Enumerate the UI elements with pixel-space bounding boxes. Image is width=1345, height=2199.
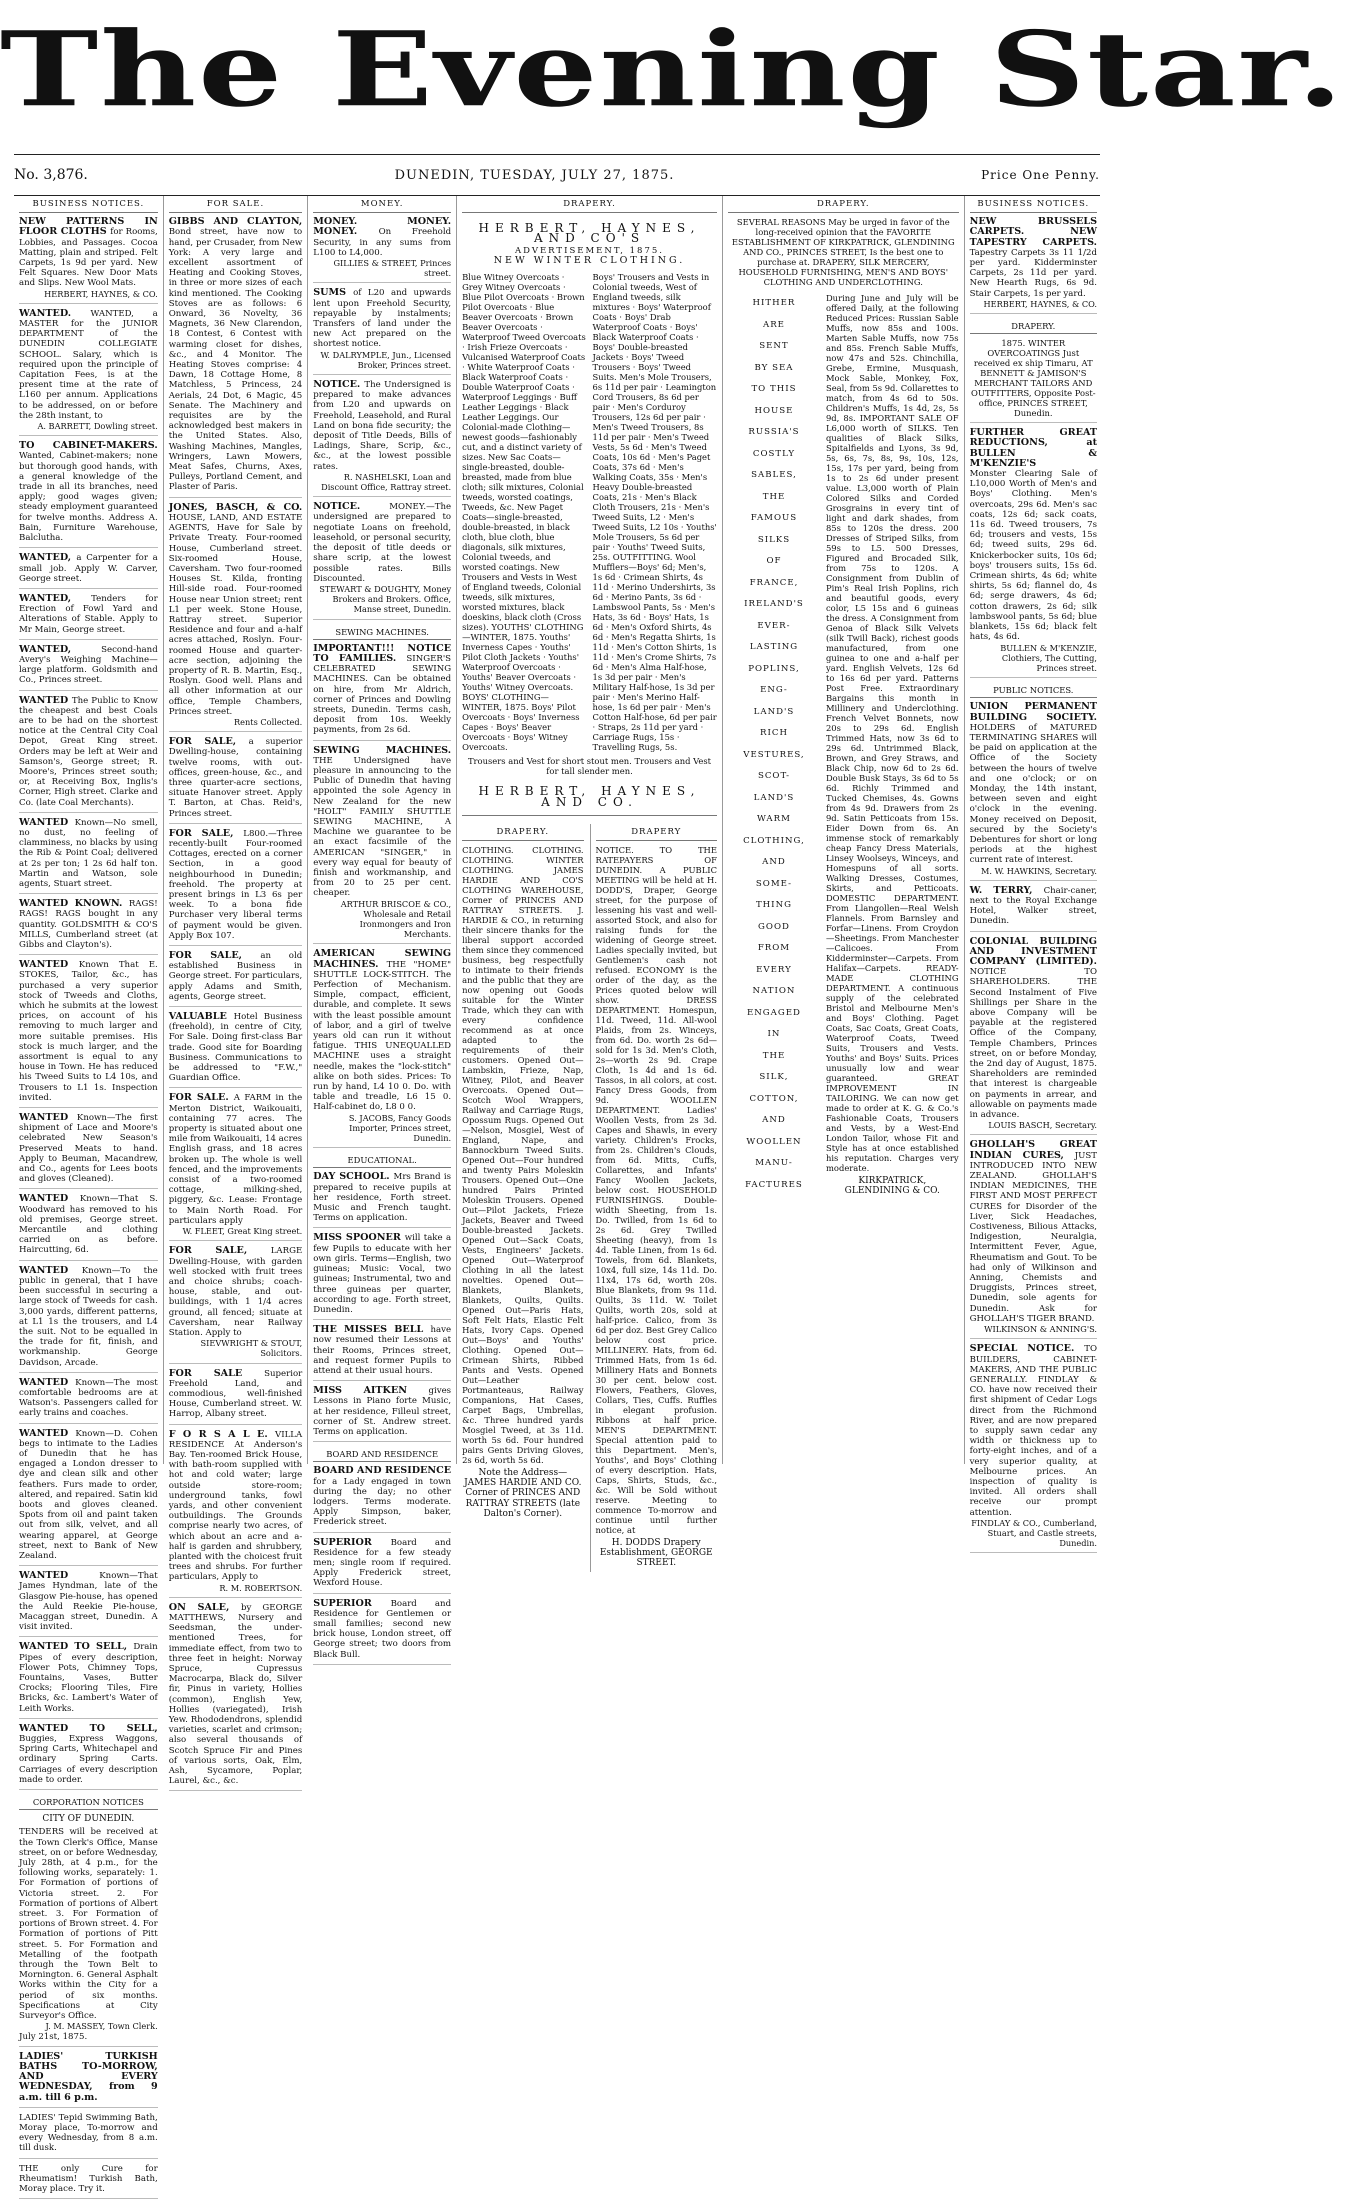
ad-subtitle: NEW WINTER CLOTHING.: [493, 254, 686, 266]
ad-body: Known That E. STOKES, Tailor, &c., has purchased a very superior stock of Tweeds and Cloths, which he submits at the lowest prices, on account of his removing to much larger and more suitable premises. His stock is much larger, and the assortment is equal to any house in Town. He has reduced his Tweed Suits to L4 10s, and Trousers to L1 1s. Inspection invited.: [19, 960, 158, 1103]
notice: [19, 1827, 158, 2046]
advertisement: [169, 1369, 303, 1425]
ad-body: Tenders for Erection of Fowl Yard and Alterations of Stable. Apply to Mr Main, George street.: [19, 593, 158, 635]
advertisement: [19, 441, 158, 548]
ad-body: THE Undersigned have pleasure in announcing to the Public of Dunedin that having appointed the sole Agency in New Zealand for the new "HOLT" FAMILY SHUTTLE SEWING MACHINE, A Machine we guarantee to be an exact facsimile of the AMERICAN "SINGER," in every way equal for beauty of finish and workmanship, and from 20 to 25 per cent. cheaper.: [313, 755, 452, 899]
ad-signature: WILKINSON & ANNING'S.: [984, 1324, 1098, 1335]
slogan-word: WARM: [757, 814, 791, 825]
ad-body: Known—That James Hyndman, late of the Glasgow Pie-house, has opened the Auld Reekie Pie-house, Macaggan street, Dunedin. A visit invited.: [19, 1571, 158, 1633]
ad-lead: VALUABLE: [168, 1011, 234, 1023]
ad-body: for a Lady engaged in town during the day; no other lodgers. Terms moderate. Apply Simpson, baker, Frederick street.: [313, 1476, 452, 1528]
column-business-notices-right: [965, 196, 1102, 1549]
slogan-word: POPLINS,: [748, 663, 800, 674]
advertisement: [19, 1429, 158, 1567]
vertical-slogan: [728, 293, 820, 1199]
ad-lead: WANTED TO SELL,: [19, 1722, 158, 1734]
slogan-word: NATION: [752, 986, 796, 997]
slogan-word: AND: [762, 857, 786, 868]
advertisement: [19, 696, 158, 813]
ad-body: A FARM in the Merton District, Waikouaiti, containing 77 acres. The property is situated about one mile from Waikouaiti, 14 acres English grass, and 18 acres broken up. The whole is well fenced, and the improvements consist of a two-roomed cottage, milking-shed, piggery, &c. Lease: Frontage to Main North Road. For particulars apply: [168, 1093, 303, 1226]
ad-body: THE "HOME" SHUTTLE LOCK-STITCH. The Perfection of Mechanism. Simple, compact, efficient, durable, and complete. It sews with the least possible amount of labor, and a girl of twelve years old can run it without fatigue. THIS UNEQUALLED MACHINE uses a straight needle, makes the "lock-stitch" alike on both sides. Prices: To run by hand, L4 10 0. Do. with table and treadle, L6 15 0. Half-cabinet do, L8 0 0.: [313, 959, 452, 1113]
notice: [19, 2052, 158, 2108]
advertisement: [169, 1093, 303, 1241]
ad-body: have now resumed their Lessons at their Rooms, Princes street, and request former Pupils to attend at their usual hours.: [313, 1325, 452, 1376]
slogan-word: OF: [766, 556, 782, 567]
advertisement: [169, 829, 303, 946]
ad-list: [313, 1172, 451, 1442]
section-heading: SEWING MACHINES.: [313, 625, 451, 640]
ad-body: HOUSE, LAND, AND ESTATE AGENTS, Have for Sale by Private Treaty. Four-roomed House, Cumberland street. Six-roomed House, Caversham. Two four-roomed Houses St. Kilda, fronting Hill-side road. Four-roomed House near Union street; rent L1 per week. Stone House, Rattray street. Superior Residence and four and a-half acres attached, Roslyn. Four-roomed House and quarter-acre section, adjoining the property of R. B. Martin, Esq., Roslyn. Good well. Plans and all other information at our office, Temple Chambers, Princes street.: [168, 512, 303, 717]
ad-signature: M. W. HAWKINS, Secretary.: [981, 865, 1098, 876]
slogan-word: MANU-: [755, 1158, 793, 1169]
section-heading: PUBLIC NOTICES.: [970, 683, 1097, 698]
ad-signature: STEWART & DOUGHTY, Money Brokers and Brokers. Office, Manse street, Dunedin.: [319, 583, 452, 615]
bullen-ad: [970, 428, 1097, 678]
columns: [14, 196, 1102, 2194]
column-money: [308, 196, 457, 1660]
ad-lead: SPECIAL NOTICE.: [969, 1343, 1085, 1355]
advertisement: [169, 737, 303, 824]
clothing-list-left: Blue Witney Overcoats · Grey Witney Overcoats · Blue Pilot Overcoats · Brown Pilot Overcoats · Blue Beaver Overcoats · Brown Beaver Overcoats · Waterproof Tweed Overcoats · Irish Frieze Overcoats · Vulcanised Waterproof Coats · White Waterproof Coats · Black Waterproof Coats · Double Waterproof Coats · Waterproof Leggings · Buff Leather Leggings · Black Leather Leggings. Our Colonial-made Clothing—newest goods—fashionably cut, and a distinct variety of sizes. New Sac Coats—single-breasted, double-breasted, made from blue cloth; silk mixtures, Colonial tweeds, worsted coatings, Tweeds, &c. New Paget Coats—single-breasted, double-breasted, in black cloth, blue cloth, blue diagonals, silk mixtures, Colonial tweeds, and worsted coatings. New Trousers and Vests in West of England tweeds, Colonial tweeds, silk mixtures, worsted mixtures, black doeskins, black cloth (Cross sizes). YOUTHS' CLOTHING—WINTER, 1875. Youths' Inverness Capes · Youths' Pilot Cloth Jackets · Youths' Waterproof Overcoats · Youths' Beaver Overcoats · Youths' Witney Overcoats. BOYS' CLOTHING—WINTER, 1875. Boys' Pilot Overcoats · Boys' Inverness Capes · Boys' Beaver Overcoats · Boys' Witney Overcoats.: [462, 272, 586, 753]
slogan-word: FACTURES: [745, 1179, 803, 1190]
notice: [19, 2164, 158, 2199]
ad-lead: FOR SALE: [168, 1367, 265, 1379]
section-heading: BUSINESS NOTICES.: [19, 196, 158, 213]
advertisement: [313, 380, 451, 497]
ad-body: of L20 and upwards lent upon Freehold Security, repayable by instalments; Transfers of land under the new Act prepared on the shortest notice.: [313, 288, 452, 350]
advertiser-name: HERBERT, HAYNES, AND CO'S: [478, 221, 701, 246]
ad-body: Known—That S. Woodward has removed to his old premises, George street. Mercantile and clothing carried on as before. Haircutting, 6d.: [19, 1194, 158, 1256]
ad-list: [313, 217, 451, 619]
slogan-word: FROM: [757, 943, 791, 954]
advertisement: [970, 1140, 1097, 1339]
advertisement: [970, 1344, 1097, 1553]
ad-body: Bond street, have now to hand, per Crusader, from New York: A very large and excellent assortment of Heating and Cooking Stoves, in three or more sizes of each kind mentioned. The Cooking Stoves are as follows: 6 Onward, 36 Novelty, 36 Magnets, 36 New Clarendon, 18 Contest, 6 Contest with warming closet for dishes, &c., and 4 Monitor. The Heating Stoves comprise: 4 Dawn, 18 Cottage Home, 8 Matchless, 5 Princess, 24 Aerials, 24 Dot, 6 Magic, 45 Senate. The Machinery and requisites are by the acknowledged best makers in the United States. Also, Washing Machines, Mangles, Wringers, Lawn Mowers, Meat Safes, Churns, Axes, Pulleys, Portland Cement, and Plaster of Paris.: [168, 227, 303, 493]
advertisement: [169, 951, 303, 1007]
ad-body: NOTICE. TO THE RATEPAYERS OF DUNEDIN. A PUBLIC MEETING will be held at H. DODD'S, Draper, George street, for the purpose of lessening his vast and well-assorted Stock, and also for raising funds for the widening of George street. Ladies specially invited, but Gentlemen's cash not refused. ECONOMY is the order of the day, as the Prices quoted below will show. DRESS DEPARTMENT. Homespun, 11d. Tweed, 11d. All-wool Plaids, from 2s. Winceys, from 6d. Do. worth 2s 6d—sold for 1s 3d. Men's Cloth, 2s—worth 2s 9d. Crape Cloth, 1s 4d and 1s 6d. Tassos, in all colors, at cost. Fancy Dress Goods, from 9d. WOOLLEN DEPARTMENT. Ladies' Woollen Vests, from 2s 3d. Capes and Shawls, in every variety. Children's Frocks, from 2s. Children's Clouds, from 6d. Mitts, Cuffs, Collarettes, and Infants' Fancy Woollen Jackets, below cost. HOUSEHOLD FURNISHINGS. Double-width Sheeting, from 1s. Do. Twilled, from 1s 6d to 2s 6d. Grey Twilled Sheeting (heavy), from 1s 4d. Table Linen, from 1s 6d. Towels, from 6d. Blankets, 10x4, full size, 14s 11d. Do. 11x4, 17s 6d, worth 20s. Blue Blankets, from 9s 11d. Quilts, 3s 11d. W. Toilet Quilts, worth 20s, sold at half-price. Calico, from 3s 6d per doz. Best Grey Calico below cost price. MILLINERY. Hats, from 6d. Trimmed Hats, from 1s 6d. Millinery Hats and Bonnets 30 per cent. below cost. Flowers, Feathers, Gloves, Collars, Ties, Cuffs. Ruffles in elegant profusion. Ribbons at half price. MEN'S DEPARTMENT. Special attention paid to this Department. Men's, Youths', and Boys' Clothing of every description. Hats, Caps, Shirts, Studs, &c., &c. Will be Sold without reserve. Meeting to commence To-morrow and continue until further notice, at: [595, 845, 717, 1536]
slogan-word: SABLES,: [751, 470, 797, 481]
ad-body: RAGS! RAGS! RAGS bought in any quantity. GOLDSMITH & CO'S MILLS, Cumberland street (at Gibbs and Clayton's).: [19, 899, 158, 950]
slogan-word: TO THIS: [751, 384, 797, 395]
ad-lead: DAY SCHOOL.: [313, 1171, 394, 1183]
advertisement: [169, 1430, 303, 1598]
advertisement: [313, 644, 451, 741]
ad-list: [19, 217, 158, 1790]
ad-closing: KIRKPATRICK, GLENDINING & CO.: [844, 1176, 940, 1197]
ad-body: Board and Residence for a few steady men; single room if required. Apply Frederick street, Wexford House.: [313, 1537, 452, 1589]
ad-body: THE only Cure for Rheumatism! Turkish Bath, Moray place. Try it.: [19, 2163, 158, 2194]
ad-body: Buggies, Express Waggons, Spring Carts, Whitechapel and ordinary Spring Carts. Carriages of every description made to order.: [19, 1734, 158, 1785]
advertisement: [313, 1172, 451, 1228]
ad-lead: NOTICE.: [313, 379, 365, 391]
advertisement: [169, 1246, 303, 1363]
issue-number: No. 3,876.: [14, 167, 88, 183]
ad-body: Tapestry Carpets 3s 11 1/2d per yard. Kidderminster Carpets, 2s 11d per yard. New Hearth Rugs, 6s 9d. Stair Carpets, 1s per yard.: [969, 247, 1098, 299]
ad-list: [313, 644, 451, 1149]
ad-signature: R. M. ROBERTSON.: [219, 1582, 303, 1593]
slogan-word: ENG-: [760, 685, 788, 696]
slogan-word: BY SEA: [754, 362, 794, 373]
ad-lead: MONEY. MONEY. MONEY.: [313, 216, 452, 238]
section-heading: DRAPERY: [596, 824, 717, 841]
ad-signature: BULLEN & M'KENZIE, Clothiers, The Cutting, Princes street.: [1000, 642, 1098, 673]
ad-lead: FOR SALE,: [168, 950, 261, 962]
ad-lead: WANTED: [19, 1376, 76, 1388]
ad-closing: Note the Address— JAMES HARDIE AND CO. Corner of PRINCES AND RATTRAY STREETS (late Dalton's Corner).: [464, 1468, 582, 1519]
section-heading: DRAPERY.: [970, 319, 1097, 334]
ad-signature: HERBERT, HAYNES, & CO.: [44, 288, 158, 299]
notice-title: CITY OF DUNEDIN.: [42, 1814, 135, 1825]
clothing-lists: [462, 272, 717, 752]
advertisement: [970, 702, 1097, 880]
slogan-word: VESTURES,: [743, 749, 805, 760]
ad-body: Mrs Brand is prepared to receive pupils at her residence, Forth street. Music and French taught. Terms on application.: [313, 1172, 452, 1224]
ad-lead: THE MISSES BELL: [313, 1324, 431, 1336]
ad-body: Drain Pipes of every description, Flower Pots, Chimney Tops, Fountains, Vases, Butter Crocks; Flooring Tiles, Fire Bricks, &c. Lambert's Water of Leith Works.: [19, 1642, 158, 1714]
advertisement: [313, 1466, 451, 1532]
ad-body: HOLDERS of MATURED TERMINATING SHARES will be paid on application at the Office of the Society between the hours of twelve and one o'clock; or on Monday, the 14th instant, between seven and eight o'clock in the evening. Money received on Deposit, secured by the Society's Debentures for short or long periods at the highest current rate of interest.: [969, 722, 1098, 866]
slogan-word: GOOD: [758, 921, 790, 932]
ad-lead: SUPERIOR: [313, 1536, 391, 1548]
advertisement: [313, 1538, 451, 1594]
ad-lead: WANTED.: [19, 307, 91, 319]
ad-lead: UNION PERMANENT BUILDING SOCIETY.: [969, 701, 1098, 723]
masthead: [0, 0, 1345, 150]
newspaper-title: The Evening Star.: [0, 9, 1345, 131]
advertisement: [19, 818, 158, 894]
ad-body: will take a few Pupils to educate with her own girls. Terms—English, two guineas; Music: Vocal, two guineas; Instrumental, two and three guineas per quarter, according to age. Forth street, Dunedin.: [313, 1233, 452, 1315]
section-heading: EDUCATIONAL.: [313, 1153, 451, 1168]
slogan-word: THE: [762, 491, 786, 502]
ad-body: NOTICE TO SHAREHOLDERS. THE Second Instalment of Five Shillings per Share in the above Company will be payable at the registered Office of the Company, Temple Chambers, Princes street, on or before Monday, the 2nd day of August, 1875. Shareholders are reminded that interest is chargeable on payments in arrear, and allowable on payments made in advance.: [969, 967, 1098, 1121]
ad-signature: ARTHUR BRISCOE & CO., Wholesale and Retail Ironmongers and Iron Merchants.: [340, 898, 452, 940]
ad-body: Wanted, Cabinet-makers; none but thorough good hands, with a general knowledge of the trade in all its branches, need apply; good wages given; steady employment guaranteed for twelve months. Address A. Bain, Furniture Warehouse, Balclutha.: [19, 451, 158, 544]
ad-lead: AMERICAN SEWING MACHINES.: [313, 948, 452, 970]
advertisement: [313, 1233, 451, 1320]
slogan-word: RUSSIA'S: [748, 427, 800, 438]
ad-body: Chair-caner, next to the Royal Exchange Hotel, Walker street, Dunedin.: [969, 885, 1098, 927]
advertisement: [19, 899, 158, 955]
ad-lead: NEW PATTERNS IN FLOOR CLOTHS: [19, 216, 158, 238]
advertisement: [19, 1194, 158, 1260]
ad-body: LADIES' TURKISH BATHS TO-MORROW, AND EVERY WEDNESDAY, from 9 a.m. till 6 p.m.: [19, 2050, 158, 2103]
ad-body: 1875. WINTER OVERCOATINGS Just received ex ship Timaru, AT BENNETT & JAMISON'S MERCHANT TAILORS AND OUTFITTERS, Opposite Post-office, PRINCES STREET, Dunedin.: [970, 338, 1097, 423]
ad-lead: WANTED: [19, 1264, 82, 1276]
advertisement: [169, 1012, 303, 1088]
ad-body: Known—The most comfortable bedrooms are at Watson's. Passengers called for early trains and coaches.: [19, 1377, 158, 1419]
ad-lead: SEWING MACHINES.: [313, 744, 452, 756]
drapery-subcolumns: [462, 824, 717, 1572]
ad-lead: WANTED: [19, 959, 79, 971]
ad-list: [169, 217, 303, 1791]
advertisement: [313, 502, 451, 619]
ad-signature: A. BARRETT, Dowling street.: [37, 421, 158, 432]
ad-lead: WANTED TO SELL,: [19, 1641, 134, 1653]
ad-lead: IMPORTANT!!! NOTICE TO FAMILIES.: [313, 642, 452, 664]
ad-lead: WANTED,: [19, 592, 92, 604]
ad-signature: FINDLAY & CO., Cumberland, Stuart, and Castle streets, Dunedin.: [971, 1517, 1098, 1549]
ad-body: Superior Freehold Land, and commodious, well-finished House, Cumberland street. W. Harrop, Albany street.: [168, 1368, 303, 1420]
ad-body: Board and Residence for Gentlemen or small families; second new brick house, London street, off George street; two doors from Black Bull.: [313, 1598, 452, 1660]
advertisement: [19, 1642, 158, 1718]
slogan-word: THE: [762, 1050, 786, 1061]
advertisement: [970, 937, 1097, 1136]
ad-lead: FURTHER GREAT REDUCTIONS, at BULLEN & M'KENZIE'S: [969, 427, 1098, 469]
ad-lead: WANTED: [19, 1112, 77, 1124]
ad-lead: GHOLLAH'S GREAT INDIAN CURES,: [969, 1139, 1098, 1161]
ad-signature: W. DALRYMPLE, Jun., Licensed Broker, Princes street.: [320, 349, 452, 370]
issue-date: DUNEDIN, TUESDAY, JULY 27, 1875.: [394, 167, 675, 183]
ad-footer: Trousers and Vest for short stout men. Trousers and Vest for tall slender men.: [467, 756, 712, 777]
kirkpatrick-ad: [728, 293, 959, 1199]
ad-list: [313, 1466, 451, 1664]
ad-list: [970, 702, 1097, 1553]
ad-body: MONEY.—The undersigned are prepared to negotiate Loans on freehold, leasehold, or personal security, the deposit of title deeds or share scrip, at the lowest possible rates. Bills Discounted.: [313, 502, 452, 584]
ad-lead: WANTED: [19, 1570, 100, 1582]
slogan-word: IRELAND'S: [744, 599, 804, 610]
price-list: [826, 293, 959, 1199]
subcolumn-dodds: [590, 824, 717, 1572]
section-heading: DRAPERY.: [728, 196, 959, 213]
advertisement: [19, 309, 158, 436]
ad-lead: JONES, BASCH, & CO.: [168, 501, 303, 513]
advertisement: [313, 217, 451, 283]
section-heading: BUSINESS NOTICES.: [970, 196, 1097, 213]
advertisement: [970, 217, 1097, 314]
slogan-words: [728, 293, 820, 1196]
slogan-word: ENGAGED: [747, 1007, 801, 1018]
advertisement: [169, 1603, 303, 1792]
clothing-list-right: Boys' Trousers and Vests in Colonial tweeds, West of England tweeds, silk mixtures · Boys' Waterproof Coats · Boys' Drab Waterproof Coats · Boys' Black Waterproof Coats · Boys' Double-breasted Jackets · Boys' Tweed Trousers · Boys' Tweed Suits. Men's Mole Trousers, 6s 11d per pair · Leamington Cord Trousers, 8s 6d per pair · Men's Corduroy Trousers, 12s 6d per pair · Men's Tweed Trousers, 8s 11d per pair · Men's Tweed Vests, 5s 6d · Men's Tweed Coats, 10s 6d · Men's Paget Coats, 37s 6d · Men's Walking Coats, 35s · Men's Heavy Double-breasted Coats, 21s · Men's Black Cloth Trousers, 21s · Men's Tweed Suits, L2 · Men's Tweed Suits, L2 10s · Youths' Mole Trousers, 5s 6d per pair · Youths' Tweed Suits, 25s. OUTFITTING. Wool Mufflers—Boys' 6d; Men's, 1s 6d · Crimean Shirts, 4s 11d · Merino Undershirts, 3s 6d · Merino Pants, 3s 6d · Lambswool Pants, 5s · Men's Hats, 3s 6d · Boys' Hats, 1s 6d · Men's Oxford Shirts, 4s 6d · Men's Regatta Shirts, 1s 11d · Men's Cotton Shirts, 1s 11d · Men's Crome Shirts, 7s 6d · Men's Alma Half-hose, 1s 3d per pair · Men's Military Half-hose, 1s 3d per pair · Men's Merino Half-hose, 1s 6d per pair · Men's Cotton Half-hose, 6d per pair · Straps, 2s 11d per yard · Carriage Rugs, 15s · Travelling Rugs, 5s.: [592, 272, 717, 753]
subcolumn-hardie: [462, 824, 583, 1572]
advertisement: [313, 1325, 451, 1381]
ad-lead: COLONIAL BUILDING AND INVESTMENT COMPANY (LIMITED).: [969, 935, 1098, 967]
ad-body: Monster Clearing Sale of L10,000 Worth of Men's and Boys' Clothing. Men's overcoats, 29s 6d. Men's sac coats, 12s 6d; sack coats, 11s 6d. Tweed trousers, 7s 6d; trousers and vests, 15s 6d; tweed suits, 29s 6d. Knickerbocker suits, 10s 6d; boys' trousers suits, 15s 6d. Crimean shirts, 4s 6d; white shirts, 5s 6d; flannel do, 4s 6d; serge drawers, 4s 6d; cotton drawers, 2s 6d; silk lambswool pants, 5s 6d; blue blankets, 15s 6d; black felt hats, 4s 6d.: [969, 469, 1098, 643]
advertisement: [19, 645, 158, 691]
ad-lead: NEW BRUSSELS CARPETS. NEW TAPESTRY CARPETS.: [969, 216, 1098, 248]
ad-body: by GEORGE MATTHEWS, Nursery and Seedsman, the under-mentioned Trees, for immediate effect, from two to three feet in height: Norway Spruce, Cupressus Macrocarpa, Black do, Silver fir, Pinus in variety, Hollies (common), English Yew, Hollies (variegated), Irish Yew. Rhododendrons, splendid varieties, scarlet and crimson; also several thousands of Scotch Spruce Fir and Pines of various sorts, Oak, Elm, Ash, Sycamore, Poplar, Laurel, &c., &c.: [168, 1602, 303, 1787]
slogan-word: SOME-: [755, 878, 792, 889]
section-heading: MONEY.: [313, 196, 451, 213]
ad-body: a Carpenter for a small job. Apply W. Carver, George street.: [19, 553, 158, 584]
slogan-word: SILK,: [759, 1072, 789, 1083]
section-heading: DRAPERY.: [462, 824, 583, 841]
advertisement: [313, 949, 451, 1148]
ad-body: Known—D. Cohen begs to intimate to the Ladies of Dunedin that he has engaged a London dresser to dye and clean silk and other feathers. Furs made to order, altered, and repaired. Satin kid boots and gloves cleaned. Spots from oil and paint taken out from silk, velvet, and all wearing apparel, at George street, next to Bank of New Zealand.: [19, 1428, 158, 1561]
ad-body: L800.—Three recently-built Four-roomed Cottages, erected on a corner Section, in a good neighbourhood in Dunedin; freehold. The property at present brings in L3 6s per week. To a bona fide Purchaser very liberal terms of payment would be given. Apply Box 107.: [168, 828, 303, 941]
slogan-word: AND: [762, 1115, 786, 1126]
notice-body: TENDERS will be received at the Town Clerk's Office, Manse street, on or before Wednesday, July 28th, at 4 p.m., for the following works, separately: 1. For Formation of portions of Victoria street. 2. For Formation of portions of Albert street. 3. For Formation of portions of Brown street. 4. For Formation of portions of Pitt street. 5. For Formation and Metalling of the footpath through the Town Belt to Mornington. 6. General Asphalt Works within the City for a period of six months. Specifications at City Surveyor's Office.: [19, 1827, 158, 2022]
ad-signature: Rents Collected.: [234, 716, 303, 727]
ad-body: VILLA RESIDENCE At Anderson's Bay. Ten-roomed Brick House, with bath-room supplied with hot and cold water; large outside store-room; underground tanks, fowl yards, and other convenient outbuildings. The Grounds comprise nearly two acres, of which about an acre and a-half is garden and shrubbery, planted with the choicest fruit trees and shrubs. For further particulars, Apply to: [168, 1429, 303, 1583]
ad-signature: HERBERT, HAYNES, & CO.: [983, 298, 1098, 309]
ad-body: an old established Business in George street. For particulars, apply Adams and Smith, agents, George street.: [168, 951, 303, 1002]
notice: [19, 2113, 158, 2159]
ad-body: CLOTHING. CLOTHING. CLOTHING. WINTER CLOTHING. JAMES HARDIE AND CO'S CLOTHING WAREHOUSE, Corner of PRINCES AND RATTRAY STREETS. J. HARDIE & CO., in returning their sincere thanks for the liberal support accorded them since they commenced business, beg respectfully to intimate to their friends and the public that they are now opening out Goods suitable for the Winter Trade, which they can with every confidence recommend as at once adapted to the requirements of their customers. Opened Out—Lambskin, Frieze, Nap, Witney, Pilot, and Beaver Overcoats. Opened Out—Scotch Wool Wrappers, Railway and Carriage Rugs, Opossum Rugs. Opened Out—Nelson, Mosgiel, West of England, Nape, and Bannockburn Tweed Suits. Opened Out—Four hundred and twenty Pairs Moleskin Trousers. Opened Out—One hundred Pairs Printed Moleskin Trousers. Opened Out—Pilot Jackets, Frieze Jackets, Beaver and Tweed Double-breasted Jackets. Opened Out—Sack Coats, Vests, Engineers' Jackets. Opened Out—Waterproof Clothing in all the latest novelties. Opened Out—Blankets, Blankets, Blankets, Quilts, Quilts. Opened Out—Paris Hats, Soft Felt Hats, Elastic Felt Hats, Ivory Caps. Opened Out—Boys' and Youths' Clothing. Opened Out—Crimean Shirts, Ribbed Pants and Vests. Opened Out—Leather Portmanteaus, Railway Companions, Hat Cases, Carpet Bags, Umbrellas, &c. Three hundred yards Mosgiel Tweed, at 3s 11d. worth 5s 6d. Four hundred pairs Gents Driving Gloves, 2s 6d, worth 5s 6d.: [462, 845, 584, 1466]
advertisement: [19, 960, 158, 1108]
section-heading: DRAPERY.: [462, 196, 717, 213]
ad-body: During June and July will be offered Daily, at the following Reduced Prices: Russian Sable Muffs, now 85s and 100s. Marten Sable Muffs, now 75s and 85s. French Sable Muffs, now 47s and 52s. Chinchilla, Grebe, Ermine, Musquash, Mock Sable, Monkey, Fox, Seal, from 5s 9d. Collarettes to match, from 4s 6d to 50s. Children's Muffs, 1s 4d, 2s, 5s 9d, 8s. IMPORTANT SALE OF L6,000 worth of SILKS. Ten qualities of Black Silks, Spitalfields and Lyons, 3s 9d, 5s, 6s, 7s, 8s, 9s, 10s, 12s, 15s, 17s per yard, being from 1s to 2s 6d under present value. L3,000 worth of Plain Colored Silks and Corded Grosgrains in every tint of light and dark shades, from 85s to 120s the dress. 200 Dresses of Striped Silks, from 59s to L5. 500 Dresses, Figured and Brocaded Silk, from 75s to 120s. A Consignment from Dublin of Pim's Real Irish Poplins, rich and beautiful goods, every color, L5 15s and 6 guineas the dress. A Consignment from Genoa of Black Silk Velvets (silk Twill Back), richest goods manufactured, from one guinea to one and a-half per yard. English Velvets, 12s 6d to 16s 6d per yard. Patterns Post Free. Extraordinary Bargains this month in Millinery and Underclothing. French Velvet Bonnets, now 20s to 29s 6d. English Trimmed Hats, now 3s 6d to 29s 6d. Untrimmed Black, Brown, and Grey Straws, and Black Chip, now 6d to 2s 6d. Double Busk Stays, 3s 6d to 5s 6d. Richly Trimmed and Tucked Chemises, 4s. Gowns from 4s 9d. Drawers from 2s 9d. Satin Petticoats from 15s. Eider Down from 6s. An immense stock of remarkably cheap Fancy Dress Materials, Linsey Woolseys, Winceys, and Homespuns of all sorts. Walking Dresses, Costumes, Skirts, and Petticoats. DOMESTIC DEPARTMENT. From Llangollen—Real Welsh Flannels. From Barnsley and Forfar—Linens. From Croydon—Sheetings. From Manchester—Calicoes. From Kidderminster—Carpets. From Halifax—Carpets. READY-MADE CLOTHING DEPARTMENT. A continuous supply of the celebrated Bristol and Melbourne Men's and Boys' Clothing. Paget Coats, Sac Coats, Great Coats, Waterproof Coats, Tweed Suits, Trousers and Vests. Youths' and Boys' Suits. Prices unusually low and wear guaranteed. GREAT IMPROVEMENT IN TAILORING. We can now get made to order at K. G. & Co.'s Fashionable Coats, Trousers and Vests, by a West-End London Tailor, whose Fit and Style has at once established his reputation. Charges very moderate.: [825, 293, 959, 1174]
ad-body: Second-hand Avery's Weighing Machine—large platform. Goldsmith and Co., Princes street.: [19, 644, 158, 686]
ad-closing: H. DODDS Drapery Establishment, GEORGE STREET.: [599, 1538, 713, 1569]
ad-body: The Public to Know the cheapest and best Coals are to be had on the shortest notice at the Central City Coal Depot, Great King street. Orders may be left at Weir and Samson's, George street; R. Moore's, Princes street south; or, at Receiving Box, Inglis's Corner, High street. Clarke and Co. (late Coal Merchants).: [19, 695, 158, 808]
ad-body: On Freehold Security, in any sums from L100 to L4,000.: [313, 227, 452, 258]
ad-body: a superior Dwelling-house, containing twelve rooms, with out-offices, green-house, &c., and three quarter-acre sections, situate Hanover street. Apply T. Barton, at Chas. Reid's, Princes street.: [168, 737, 303, 819]
advertisement: [19, 1378, 158, 1424]
advertisement: [19, 594, 158, 640]
slogan-word: LAND'S: [753, 706, 795, 717]
ad-lead: FOR SALE,: [168, 1245, 271, 1257]
slogan-word: CLOTHING,: [743, 835, 805, 846]
ad-lead: TO CABINET-MAKERS.: [19, 440, 158, 452]
ad-signature: S. JACOBS, Fancy Goods Importer, Princes street, Dunedin.: [348, 1112, 452, 1144]
slogan-word: EVERY: [756, 964, 792, 975]
ad-body: JUST INTRODUCED INTO NEW ZEALAND. GHOLLAH'S INDIAN MEDICINES, THE FIRST AND MOST PERFECT CURES for Disorder of the Liver, Sick Headaches, Costiveness, Bilious Attacks, Indigestion, Neuralgia, Intermittent Fever, Ague, Rheumatism and Gout. To be had only of Wilkinson and Anning, Chemists and Druggists, Princes street, Dunedin, sole agents for Dunedin. Ask for GHOLLAH'S TIGER BRAND.: [969, 1150, 1098, 1324]
ad-lead: WANTED: [19, 694, 72, 706]
ad-body: Known—To the public in general, that I have been successful in securing a large stock of Tweeds for cash. 3,000 yards, different patterns, at L1 1s the trousers, and L4 the suit. Not to be equalled in the trade for fit, finish, and workmanship. George Davidson, Arcade.: [19, 1265, 158, 1368]
advertisement: [313, 746, 451, 945]
slogan-word: FRANCE,: [749, 577, 799, 588]
section-heading: BOARD AND RESIDENCE: [313, 1447, 451, 1462]
advertisement: [970, 886, 1097, 932]
slogan-word: LAND'S: [753, 792, 795, 803]
column-for-sale: [164, 196, 309, 1787]
advertisement: [19, 1266, 158, 1373]
slogan-word: EVER-: [757, 620, 791, 631]
ad-lead: FOR SALE.: [168, 1092, 234, 1104]
slogan-word: COSTLY: [752, 448, 795, 459]
ad-signature: GILLIES & STREET, Princes street.: [333, 258, 452, 279]
advertisement: [169, 217, 303, 497]
ad-lead: WANTED,: [19, 643, 102, 655]
slogan-word: HITHER: [752, 298, 796, 309]
ad-lead: NOTICE.: [313, 501, 390, 513]
ad-lead: BOARD AND RESIDENCE: [313, 1465, 452, 1477]
slogan-word: RICH: [760, 728, 788, 739]
advertisement: [169, 503, 303, 732]
ad-lead: W. TERRY,: [969, 884, 1044, 896]
ad-signature: LOUIS BASCH, Secretary.: [988, 1120, 1098, 1131]
ad-body: for Rooms, Lobbies, and Passages. Cocoa Matting, plain and striped. Felt Carpets, 1s 9d per yard. New Felt Squares. New Door Mats and Slips. New Wool Mats.: [19, 227, 158, 289]
ad-lead: GIBBS AND CLAYTON,: [168, 216, 303, 228]
column-drapery: [457, 196, 723, 1569]
ad-subtitle: ADVERTISEMENT, 1875.: [515, 245, 664, 256]
ad-body: LADIES' Tepid Swimming Bath, Moray place, To-morrow and every Wednesday, from 8 a.m. till dusk.: [19, 2112, 158, 2154]
notice-signature: J. M. MASSEY, Town Clerk.: [45, 2021, 158, 2032]
ad-lead: MISS AITKEN: [313, 1385, 429, 1397]
ad-lead: WANTED,: [19, 552, 77, 564]
section-heading: CORPORATION NOTICES: [19, 1795, 158, 1810]
slogan-word: THING: [755, 900, 792, 911]
column-drapery-kirkpatrick: [723, 196, 965, 1464]
ad-body: Known—The first shipment of Lace and Moore's celebrated New Season's Preserved Meats to hand. Apply to Beuman, Macandrew, and Co., agents for Lees boots and gloves (Cleaned).: [19, 1113, 158, 1185]
advertisement: [313, 1599, 451, 1665]
slogan-word: HOUSE: [754, 405, 794, 416]
ad-list: [970, 217, 1097, 314]
ad-lead: ON SALE,: [168, 1601, 241, 1613]
slogan-word: IN: [767, 1029, 781, 1040]
advertisement: [313, 288, 451, 375]
ad-body: gives Lessons in Piano forte Music, at her residence, Filleul street, corner of St. Andrew street. Terms on application.: [313, 1386, 452, 1437]
ad-lead: SUPERIOR: [313, 1597, 391, 1609]
ad-body: Hotel Business (freehold), in centre of City, For Sale. Doing first-class Bar trade. Good site for Boarding Business. Communications to be addressed to "F.W.," Guardian Office.: [168, 1012, 303, 1084]
slogan-word: COTTON,: [749, 1093, 799, 1104]
ad-lead: SUMS: [313, 287, 354, 299]
ad-lead: WANTED KNOWN.: [19, 898, 129, 910]
ad-signature: SIEVWRIGHT & STOUT, Solicitors.: [200, 1338, 303, 1359]
ad-body: WANTED, a MASTER for the JUNIOR DEPARTMENT of the DUNEDIN COLLEGIATE SCHOOL. Salary, which is required upon the principle of Capitation Fees, is at the present time at the rate of L160 per annum. Applications to be addressed, on or before the 28th instant, to: [19, 308, 158, 421]
slogan-word: ARE: [762, 319, 785, 330]
advertisement: [19, 1113, 158, 1189]
advertisement: [19, 1724, 158, 1790]
ad-lead: WANTED: [19, 1193, 80, 1205]
ad-lead: FOR SALE,: [168, 827, 244, 839]
advertiser-name: HERBERT, HAYNES, AND CO.: [462, 786, 717, 815]
ad-lead: WANTED: [19, 1427, 76, 1439]
advertisement: [19, 553, 158, 589]
ad-body: Known—No smell, no dust, no feeling of clamminess, no blacks by using the Rib & Point Coal; delivered at 2s per ton; 1 2s 6d half ton. Martin and Watson, sole agents, Stuart street.: [19, 817, 158, 889]
ad-body: SINGER'S CELEBRATED SEWING MACHINES. Can be obtained on hire, from Mr Aldrich, corner of Princes and Dowling streets, Dunedin. Terms cash, deposit from 10s. Weekly payments, from 2s 6d.: [313, 653, 452, 736]
advertisement: [19, 1571, 158, 1637]
advertisement: [313, 1386, 451, 1442]
notice-date: July 21st, 1875.: [19, 2031, 88, 2042]
column-business-notices: [14, 196, 164, 2194]
section-heading: FOR SALE.: [169, 196, 303, 213]
ad-signature: R. NASHELSKI, Loan and Discount Office, Rattray street.: [321, 471, 452, 493]
issue-price: Price One Penny.: [981, 168, 1100, 182]
ad-signature: W. FLEET, Great King street.: [182, 1226, 303, 1237]
ad-body: TO BUILDERS, CABINET-MAKERS, AND THE PUBLIC GENERALLY. FINDLAY & CO. have now received their first shipment of Cedar Logs direct from the Richmond River, and are now prepared to supply sawn cedar any width or thickness up to forty-eight inches, and of a very superior quality, at Melbourne prices. An inspection of quality is invited. All orders shall receive our prompt attention.: [969, 1344, 1098, 1518]
slogan-word: SILKS: [757, 534, 791, 545]
ad-lead: FOR SALE,: [168, 736, 249, 748]
ad-body: LARGE Dwelling-House, with garden well stocked with fruit trees and choice shrubs; coach-house, stable, and out-buildings, with 1 1/4 acres ground, all fenced; situate at Caversham, near Railway Station. Apply to: [168, 1246, 303, 1338]
slogan-word: FAMOUS: [750, 513, 798, 524]
dateline: [14, 154, 1100, 196]
slogan-word: LASTING: [749, 642, 799, 653]
ad-lead: MISS SPOONER: [313, 1232, 405, 1244]
advertisement: [19, 217, 158, 304]
ad-intro: SEVERAL REASONS May be urged in favor of the long-received opinion that the FAVORITE ESTABLISHMENT OF KIRKPATRICK, GLENDINING AND CO., PRINCES STREET, Is the best one to purchase at. DRAPERY, SILK MERCERY, HOUSEHOLD FURNISHING, MEN'S AND BOYS' CLOTHING AND UNDERCLOTHING.: [731, 217, 955, 288]
slogan-word: SENT: [759, 341, 789, 352]
ad-lead: F O R S A L E.: [168, 1428, 275, 1440]
slogan-word: SCOT-: [757, 771, 790, 782]
ad-body: The Undersigned is prepared to make advances from L20 and upwards on Freehold, Leasehold, and Rural Land on bona fide security; the deposit of Title Deeds, Bills of Ladings, Share, Scrip, &c., &c., at the lowest possible rates.: [313, 380, 452, 472]
slogan-word: WOOLLEN: [746, 1136, 802, 1147]
ad-lead: WANTED: [19, 816, 75, 828]
